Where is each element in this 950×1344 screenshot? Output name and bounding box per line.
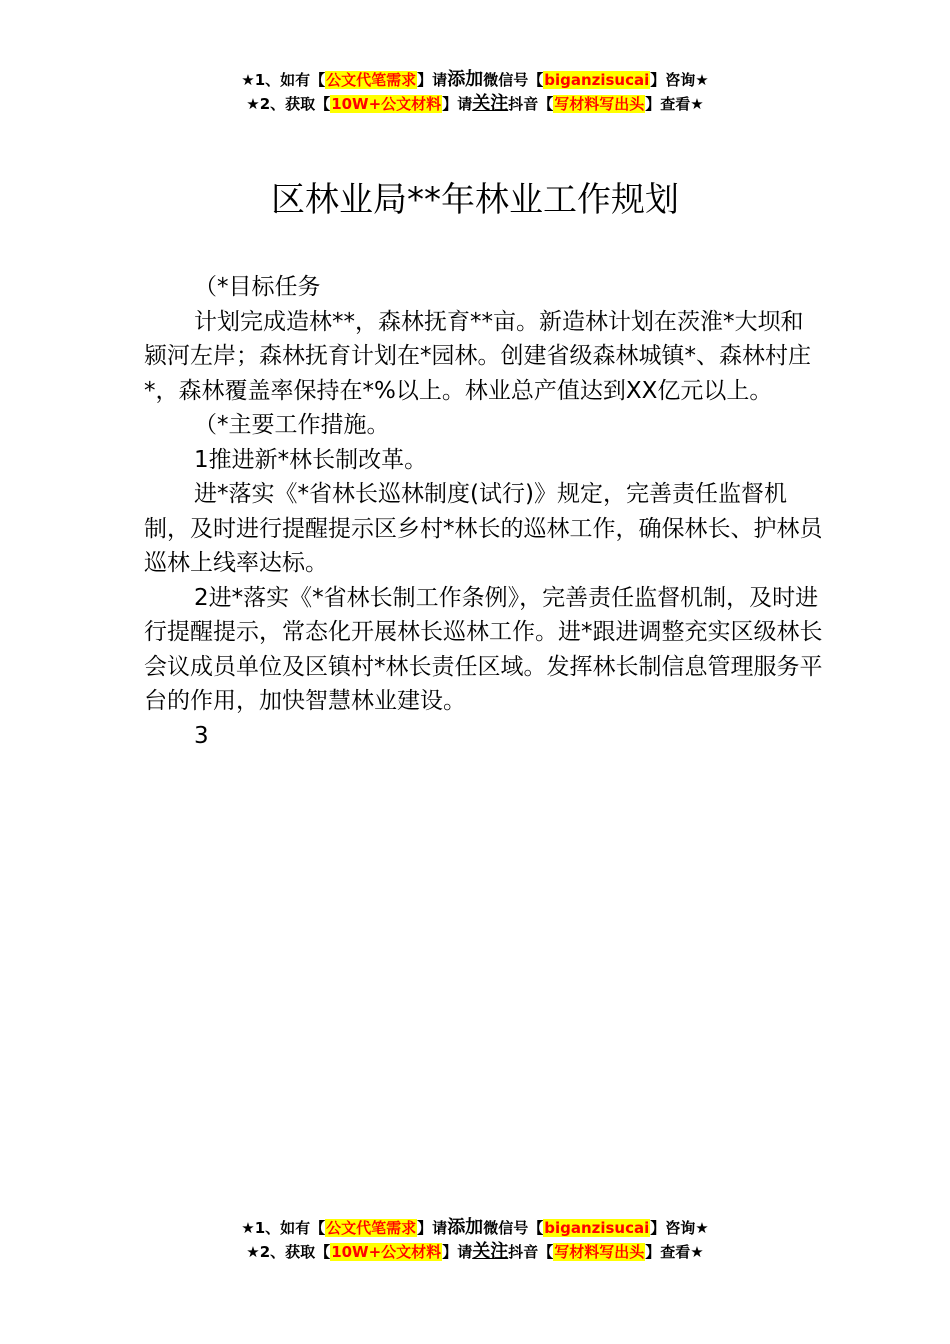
douyin-id: 写材料写出头 — [554, 95, 645, 113]
highlight-text: 10W+公文材料 — [331, 1243, 442, 1261]
document-title: 区林业局**年林业工作规划 — [271, 180, 679, 220]
highlight-text: 公文代笔需求 — [326, 71, 417, 89]
header-text: 抖音【 — [508, 95, 554, 113]
highlight-text: 公文代笔需求 — [326, 1219, 417, 1237]
header-line-1 — [0, 68, 950, 92]
emphasis-text: 添加 — [447, 1217, 484, 1238]
body-paragraph: 计划完成造林**，森林抚育**亩。新造林计划在茨淮*大坝和颍河左岸；森林抚育计划在*园林。创建省级森林城镇*、森林村庄*，森林覆盖率保持在*%以上。林业总产值达到XX亿元以上。 — [144, 308, 811, 404]
emphasis-text: 关注 — [472, 93, 509, 114]
header-text: ★1、如有【 — [241, 71, 326, 89]
document-body — [144, 270, 824, 753]
header-text: 】查看★ — [645, 95, 704, 113]
subsection-heading: 1推进新*林长制改革。 — [194, 446, 428, 473]
section-heading: （*主要工作措施。 — [194, 412, 390, 438]
footer-text: 】查看★ — [645, 1243, 704, 1261]
footer-text: ★1、如有【 — [241, 1219, 326, 1237]
douyin-id: 写材料写出头 — [554, 1243, 645, 1261]
section-heading: （*目标任务 — [194, 274, 321, 300]
footer-text: 】请 — [442, 1243, 473, 1261]
footer-line-2 — [0, 1240, 950, 1264]
header-text: 】咨询★ — [650, 71, 709, 89]
wechat-id: biganzisucai — [544, 1219, 650, 1237]
footer-text: ★2、获取【 — [246, 1243, 331, 1261]
highlight-text: 10W+公文材料 — [331, 95, 442, 113]
body-paragraph: 3 — [194, 722, 209, 749]
wechat-id: biganzisucai — [544, 71, 650, 89]
emphasis-text: 添加 — [447, 69, 484, 90]
footer-banner — [0, 1216, 950, 1264]
footer-line-1 — [0, 1216, 950, 1240]
footer-text: 】请 — [417, 1219, 448, 1237]
header-text: 】请 — [417, 71, 448, 89]
footer-text: 微信号【 — [483, 1219, 544, 1237]
header-banner — [0, 68, 950, 116]
footer-text: 抖音【 — [508, 1243, 554, 1261]
header-text: 】请 — [442, 95, 473, 113]
body-paragraph: 2进*落实《*省林长制工作条例》，完善责任监督机制，及时进行提醒提示，常态化开展林长巡林工作。进*跟进调整充实区级林长会议成员单位及区镇村*林长责任区域。发挥林长制信息管理服务平台的作用，加快智慧林业建设。 — [144, 584, 823, 714]
body-paragraph: 进*落实《*省林长巡林制度(试行)》规定，完善责任监督机制，及时进行提醒提示区乡村*林长的巡林工作，确保林长、护林员巡林上线率达标。 — [144, 481, 823, 576]
emphasis-text: 关注 — [472, 1241, 509, 1262]
header-text: ★2、获取【 — [246, 95, 331, 113]
header-line-2 — [0, 92, 950, 116]
header-text: 微信号【 — [483, 71, 544, 89]
footer-text: 】咨询★ — [650, 1219, 709, 1237]
